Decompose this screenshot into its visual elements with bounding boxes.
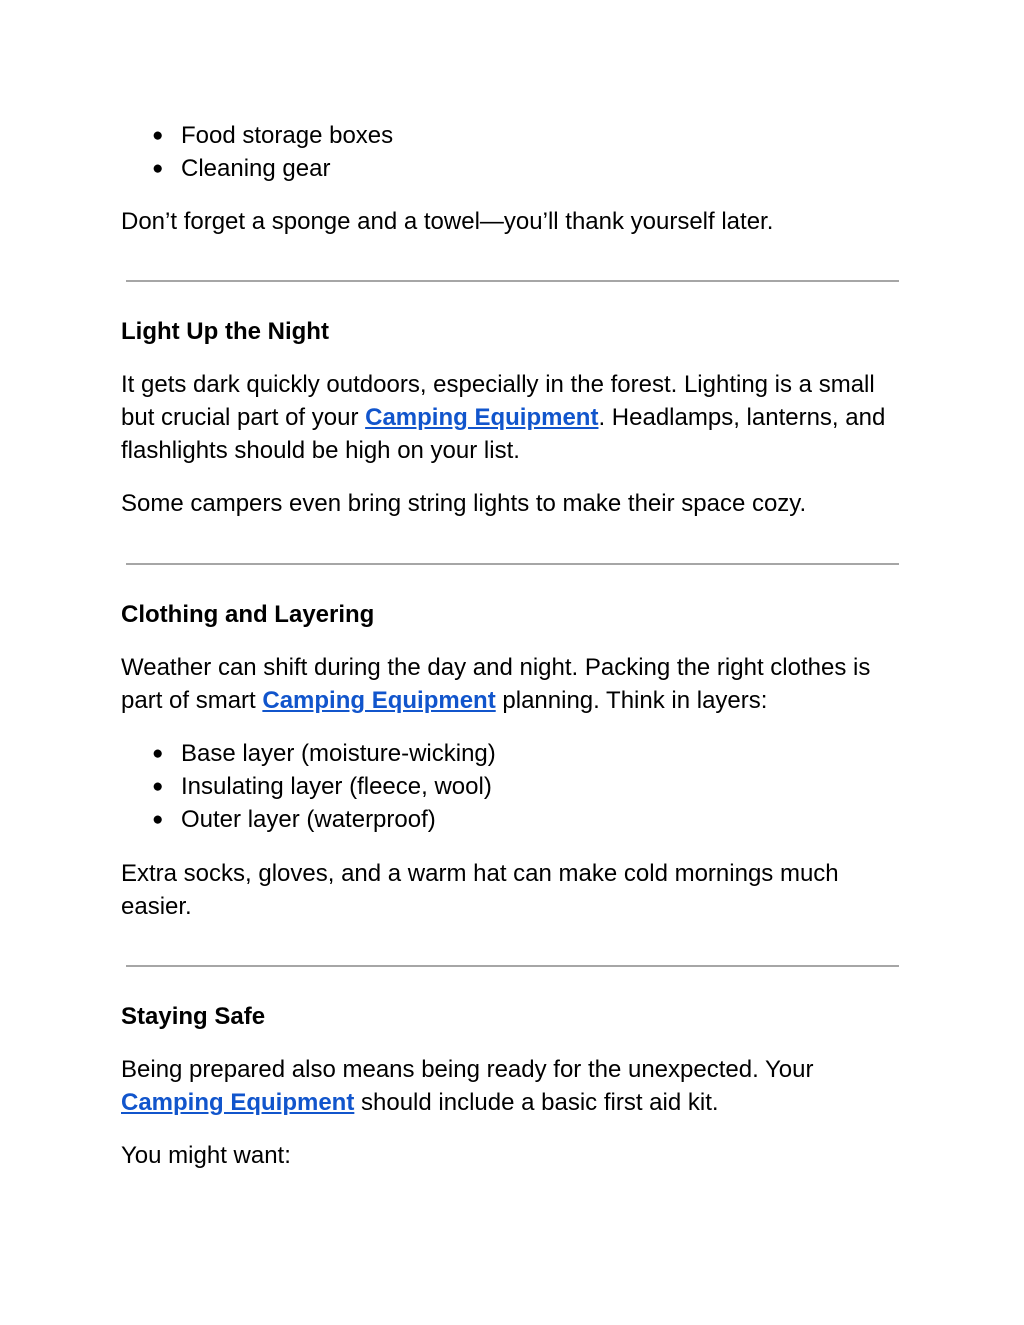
lighting-paragraph: It gets dark quickly outdoors, especially in the forest. Lighting is a small but crucial part of your Camping Equipment. Headlamps, lanterns, and flashlights should be high on your list. <box>121 371 886 464</box>
camping-equipment-link[interactable]: Camping Equipment <box>121 1089 355 1116</box>
bullet-icon: ● <box>152 125 164 146</box>
tip-paragraph: Don’t forget a sponge and a towel—you’ll thank yourself later. <box>121 208 774 235</box>
extras-paragraph: Extra socks, gloves, and a warm hat can make cold mornings much easier. <box>121 860 839 920</box>
section-divider <box>126 563 899 565</box>
camping-equipment-link[interactable]: Camping Equipment <box>262 687 496 714</box>
list-item: ● Insulating layer (fleece, wool) <box>121 770 901 803</box>
section-heading-clothing: Clothing and Layering <box>121 601 375 628</box>
string-lights-paragraph: Some campers even bring string lights to make their space cozy. <box>121 490 807 517</box>
storage-list <box>121 119 901 185</box>
clothing-paragraph: Weather can shift during the day and night. Packing the right clothes is part of smart Camping Equipment planning. Think in layers: <box>121 654 871 714</box>
list-item: ● Food storage boxes <box>121 119 901 152</box>
list-item: ● Base layer (moisture-wicking) <box>121 737 901 770</box>
bullet-icon: ● <box>152 743 164 764</box>
section-divider <box>126 280 899 282</box>
bullet-icon: ● <box>152 809 164 830</box>
section-divider <box>126 965 899 967</box>
layers-list <box>121 737 901 836</box>
bullet-icon: ● <box>152 158 164 179</box>
section-heading-lighting: Light Up the Night <box>121 318 329 345</box>
safety-paragraph: Being prepared also means being ready for the unexpected. Your Camping Equipment should include a basic first aid kit. <box>121 1056 814 1116</box>
list-item: ● Cleaning gear <box>121 152 901 185</box>
camping-equipment-link[interactable]: Camping Equipment <box>365 404 599 431</box>
section-heading-safety: Staying Safe <box>121 1003 266 1030</box>
you-might-want-paragraph: You might want: <box>121 1142 291 1169</box>
list-item: ● Outer layer (waterproof) <box>121 803 901 836</box>
bullet-icon: ● <box>152 776 164 797</box>
